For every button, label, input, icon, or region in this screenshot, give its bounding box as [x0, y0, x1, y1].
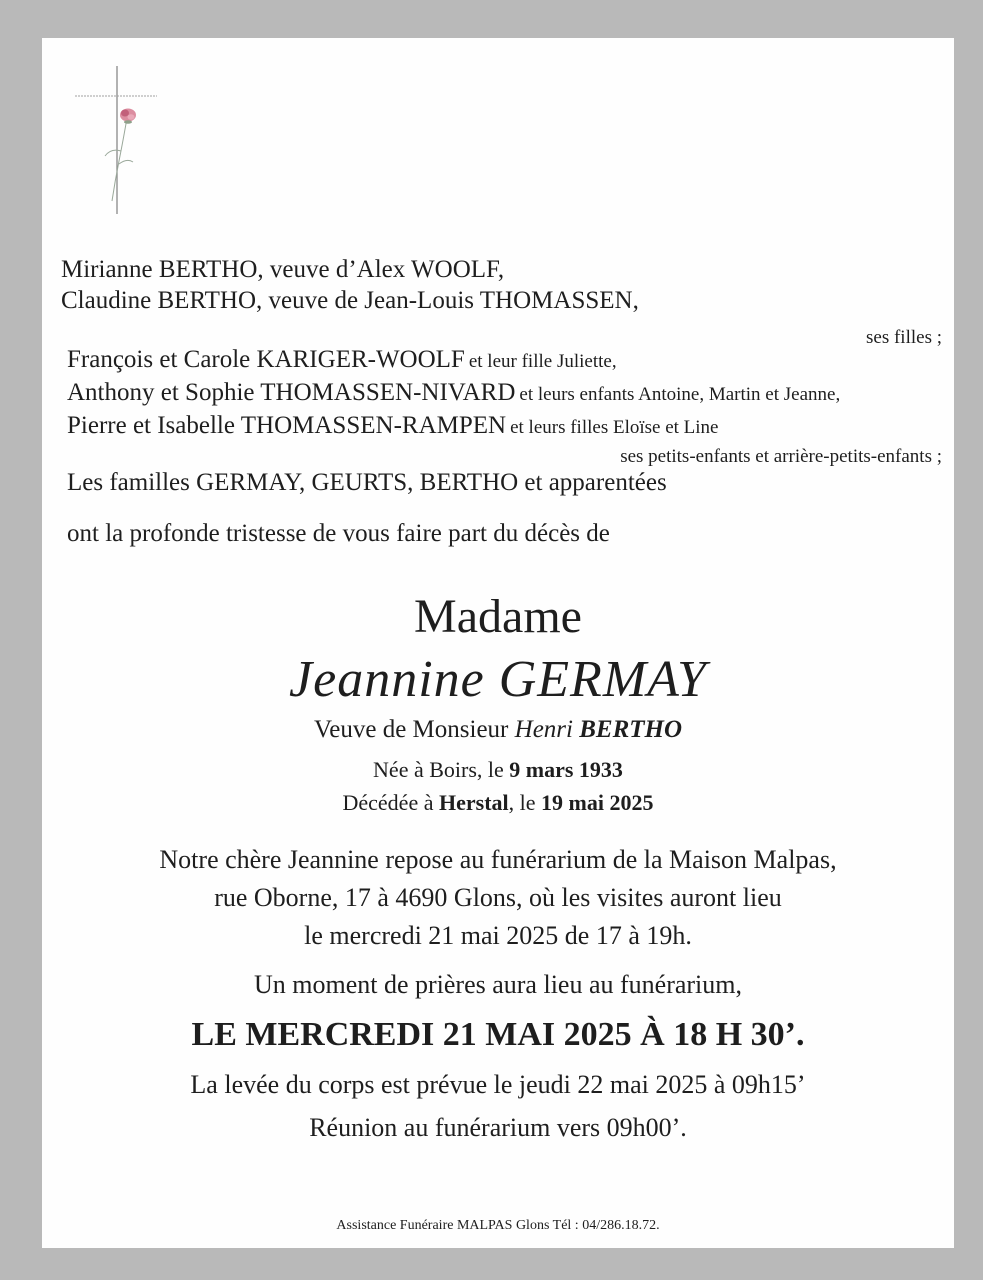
grandchildren-line-2 — [67, 379, 840, 407]
widow-of-line — [42, 716, 954, 744]
spouse-last-name: BERTHO — [579, 716, 683, 743]
couple-names: Anthony et Sophie THOMASSEN-NIVARD — [67, 379, 516, 406]
family-line-1: Mirianne BERTHO, veuve d’Alex WOOLF, — [61, 256, 505, 283]
spouse-first-name: Henri — [514, 716, 573, 743]
death-line — [42, 790, 954, 816]
children-names: et leurs enfants Antoine, Martin et Jeanne, — [519, 384, 841, 405]
prayer-date: LE MERCREDI 21 MAI 2025 À 18 H 30’. — [191, 1016, 805, 1053]
birth-date: 9 mars 1933 — [509, 757, 623, 782]
deceased-name: Jeannine GERMAY — [289, 651, 707, 708]
grandchildren-line-3 — [67, 412, 718, 440]
death-mid: , le — [508, 790, 536, 815]
reunion-line: Réunion au funérarium vers 09h00’. — [309, 1113, 687, 1142]
repose-line-1: Notre chère Jeannine repose au funérarium de la Maison Malpas, — [159, 845, 837, 874]
grandchildren-label: ses petits-enfants et arrière-petits-enfants ; — [620, 446, 942, 467]
birth-prefix: Née à Boirs, le — [373, 757, 504, 782]
children-names: et leurs filles Eloïse et Line — [510, 417, 719, 438]
funeral-home-footer: Assistance Funéraire MALPAS Glons Tél : 04/286.18.72. — [336, 1218, 660, 1233]
death-date: 19 mai 2025 — [541, 790, 654, 815]
repose-line-2: rue Oborne, 17 à 4690 Glons, où les visites auront lieu — [214, 883, 782, 912]
couple-names: Pierre et Isabelle THOMASSEN-RAMPEN — [67, 412, 507, 439]
couple-names: François et Carole KARIGER-WOOLF — [67, 346, 465, 373]
announcement-text: ont la profonde tristesse de vous faire part du décès de — [67, 520, 610, 547]
family-line-2: Claudine BERTHO, veuve de Jean-Louis THOMASSEN, — [61, 287, 639, 314]
honorific-title: Madame — [414, 590, 582, 643]
levee-line: La levée du corps est prévue le jeudi 22 mai 2025 à 09h15’ — [190, 1070, 806, 1099]
extended-families: Les familles GERMAY, GEURTS, BERTHO et apparentées — [67, 469, 667, 496]
grandchildren-line-1 — [67, 346, 617, 374]
cross-with-rose-icon — [75, 66, 165, 216]
widow-prefix: Veuve de Monsieur — [313, 716, 509, 743]
children-names: et leur fille Juliette, — [468, 351, 617, 372]
death-place: Herstal — [438, 790, 509, 815]
birth-line — [42, 757, 954, 783]
repose-line-3: le mercredi 21 mai 2025 de 17 à 19h. — [304, 921, 692, 950]
prayer-line: Un moment de prières aura lieu au funérarium, — [253, 970, 743, 999]
death-prefix: Décédée à — [342, 790, 434, 815]
daughters-label: ses filles ; — [866, 327, 942, 348]
